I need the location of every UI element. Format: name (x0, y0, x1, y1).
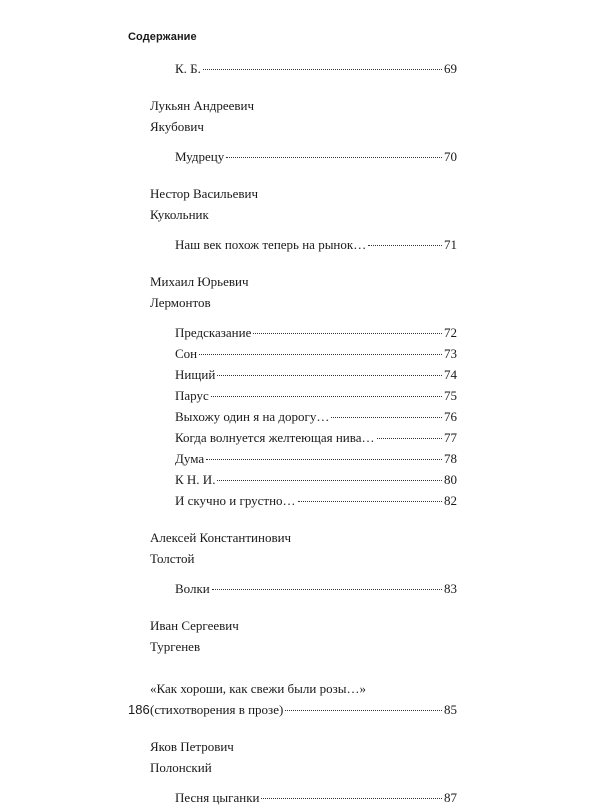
work-title: Парус (175, 388, 209, 403)
work-title: Когда волнуется желтеющая нива… (175, 430, 375, 445)
toc-entry (175, 364, 457, 385)
dot-leader (261, 798, 442, 799)
author-name (150, 95, 460, 137)
page-ref: 71 (444, 237, 457, 252)
dot-leader (203, 69, 442, 70)
page-ref: 70 (444, 149, 457, 164)
page-ref: 74 (444, 367, 457, 382)
toc-entry (175, 406, 457, 427)
toc-entry-multiline (150, 678, 457, 720)
work-title: Предсказание (175, 325, 252, 340)
work-title: Волки (175, 581, 210, 596)
page-ref: 75 (444, 388, 457, 403)
dot-leader (212, 589, 442, 590)
author-first-name: Лукьян Андреевич (150, 98, 255, 113)
page-ref: 77 (444, 430, 457, 445)
running-header: Содержание (128, 31, 197, 43)
toc-entry (175, 146, 457, 167)
dot-leader (368, 245, 442, 246)
author-first-name: Нестор Васильевич (150, 186, 258, 201)
toc-entry (175, 322, 457, 343)
toc-entry (175, 448, 457, 469)
work-title: К. Б. (175, 61, 201, 76)
work-title-line2: (стихотворения в прозе) (150, 702, 284, 717)
work-title: Сон (175, 346, 198, 361)
toc-entry (175, 787, 457, 808)
toc-entry (175, 58, 457, 79)
dot-leader (217, 480, 442, 481)
author-name (150, 736, 460, 778)
author-name (150, 271, 460, 313)
page-ref: 82 (444, 493, 457, 508)
dot-leader (377, 438, 443, 439)
work-title: Дума (175, 451, 205, 466)
page-ref: 87 (444, 790, 457, 805)
work-title-line1: «Как хороши, как свежи были розы…» (150, 681, 366, 696)
dot-leader (226, 157, 442, 158)
page-ref: 80 (444, 472, 457, 487)
page-ref: 78 (444, 451, 457, 466)
author-first-name: Михаил Юрьевич (150, 274, 249, 289)
work-title: К Н. И. (175, 472, 216, 487)
author-last-name: Тургенев (150, 639, 201, 654)
work-title: Наш век похож теперь на рынок… (175, 237, 367, 252)
page-ref: 85 (444, 702, 457, 717)
page-ref: 76 (444, 409, 457, 424)
dot-leader (217, 375, 442, 376)
toc-entry (175, 234, 457, 255)
toc-content (150, 58, 460, 808)
author-first-name: Алексей Константинович (150, 530, 292, 545)
toc-entry (175, 469, 457, 490)
dot-leader (331, 417, 442, 418)
work-title: И скучно и грустно… (175, 493, 296, 508)
author-name (150, 183, 460, 225)
author-first-name: Яков Петрович (150, 739, 234, 754)
author-last-name: Толстой (150, 551, 195, 566)
author-first-name: Иван Сергеевич (150, 618, 239, 633)
page-ref: 83 (444, 581, 457, 596)
dot-leader (206, 459, 442, 460)
dot-leader (253, 333, 442, 334)
work-title: Песня цыганки (175, 790, 260, 805)
author-last-name: Лермонтов (150, 295, 211, 310)
toc-entry (175, 578, 457, 599)
work-title: Нищий (175, 367, 216, 382)
author-name (150, 615, 460, 657)
author-name (150, 527, 460, 569)
author-last-name: Полонский (150, 760, 212, 775)
dot-leader (285, 710, 442, 711)
dot-leader (211, 396, 442, 397)
author-last-name: Якубович (150, 119, 204, 134)
work-title: Мудрецу (175, 149, 225, 164)
dot-leader (199, 354, 442, 355)
page-ref: 72 (444, 325, 457, 340)
page-ref: 73 (444, 346, 457, 361)
author-last-name: Кукольник (150, 207, 209, 222)
toc-entry (175, 343, 457, 364)
toc-entry (175, 385, 457, 406)
page-number: 186 (128, 702, 150, 717)
page-ref: 69 (444, 61, 457, 76)
toc-entry (175, 490, 457, 511)
dot-leader (298, 501, 442, 502)
work-title: Выхожу один я на дорогу… (175, 409, 330, 424)
toc-entry (175, 427, 457, 448)
